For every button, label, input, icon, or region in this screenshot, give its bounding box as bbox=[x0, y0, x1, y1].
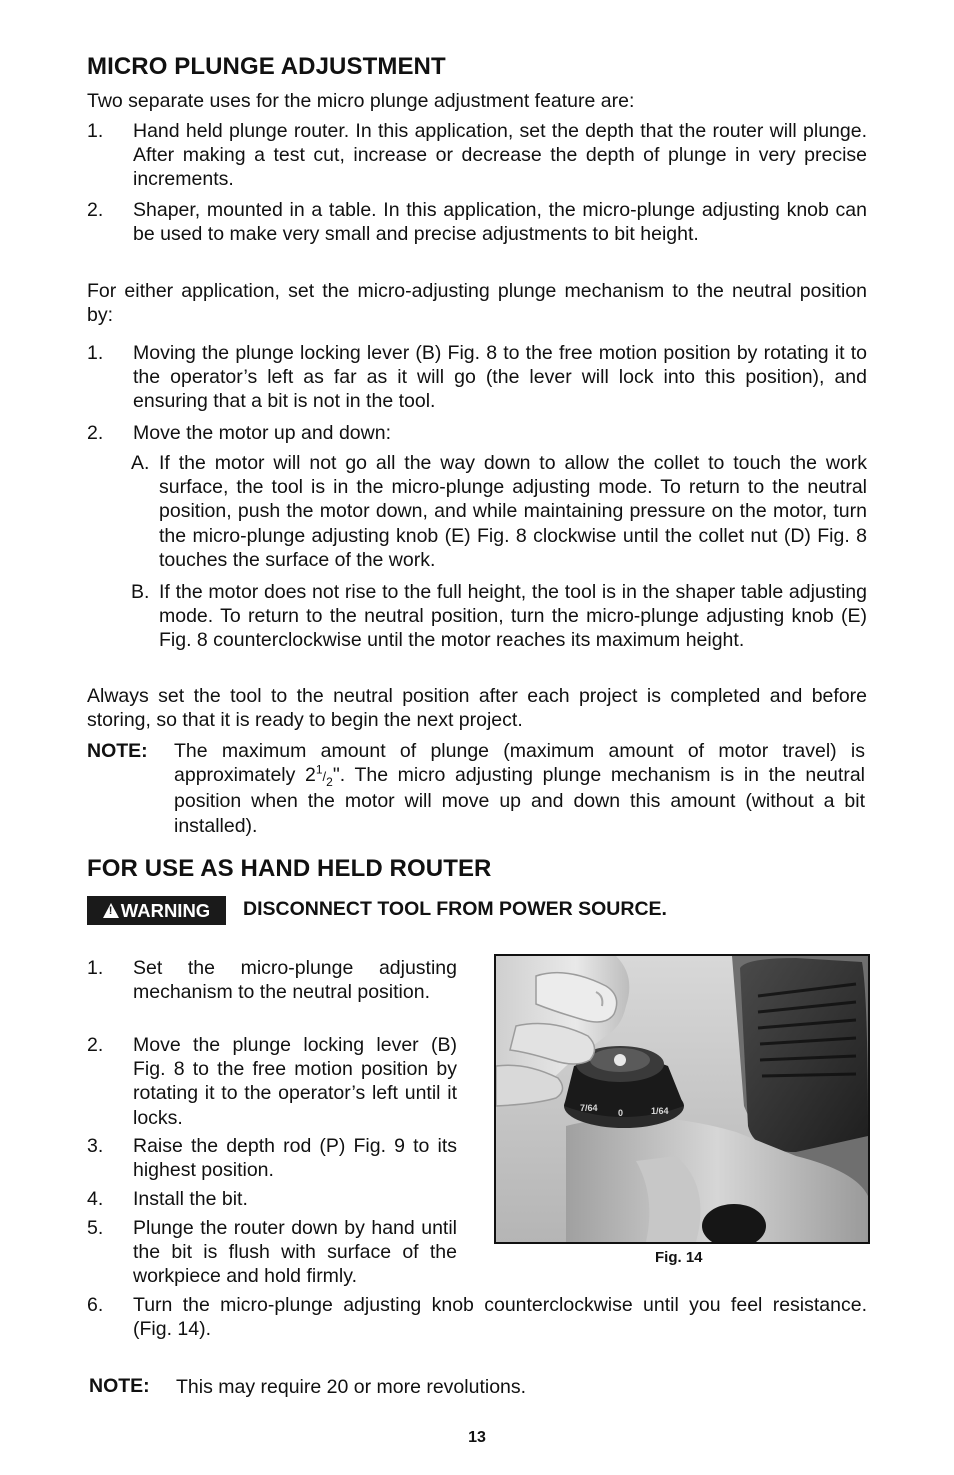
step-number: 4. bbox=[87, 1188, 104, 1210]
neutral-step-1: Moving the plunge locking lever (B) Fig. 8 to the free motion position by rotating it to the operator’s left as far as it will go (the lever will lock into this position), and ensuring that a bit is not in the tool. bbox=[133, 342, 867, 413]
step-number: 1. bbox=[87, 342, 104, 364]
router-step-5: Plunge the router down by hand until the bit is flush with surface of the workpiece and hold firmly. bbox=[133, 1217, 457, 1288]
fraction-numerator: 1 bbox=[315, 762, 323, 777]
section-heading-micro-plunge: MICRO PLUNGE ADJUSTMENT bbox=[87, 53, 446, 80]
step-number: 2. bbox=[87, 422, 104, 444]
note-label: NOTE: bbox=[87, 740, 148, 762]
substep-letter: A. bbox=[131, 452, 150, 474]
warning-text: DISCONNECT TOOL FROM POWER SOURCE. bbox=[243, 898, 667, 920]
dial-label: 7/64 bbox=[580, 1103, 598, 1113]
step-number: 3. bbox=[87, 1135, 104, 1157]
section-heading-hand-held: FOR USE AS HAND HELD ROUTER bbox=[87, 855, 492, 882]
step-number: 2. bbox=[87, 1034, 104, 1056]
warning-badge: ! WARNING bbox=[87, 896, 226, 925]
figure-14-photo bbox=[494, 954, 870, 1244]
router-step-1: Set the micro-plunge adjusting mechanism to the neutral position. bbox=[133, 957, 457, 1004]
dial-label: 1/64 bbox=[651, 1106, 669, 1116]
router-step-6: Turn the micro-plunge adjusting knob counterclockwise until you feel resistance. (Fig. 14). bbox=[133, 1294, 867, 1341]
use-item-1: Hand held plunge router. In this application, set the depth that the router will plunge. After making a test cut, increase or decrease the depth of plunge in very precise increments. bbox=[133, 120, 867, 191]
dial-label: 0 bbox=[618, 1108, 624, 1118]
always-text: Always set the tool to the neutral position after each project is completed and before storing, so that it is ready to begin the next project. bbox=[87, 685, 867, 732]
note-text: The maximum amount of plunge (maximum amount of motor travel) is approximately $2^1/_2$". The micro adjusting plunge mechanism is in the neutral position when the motor will move up and down this amount (without a bit installed). bbox=[174, 740, 865, 837]
router-step-3: Raise the depth rod (P) Fig. 9 to its highest position. bbox=[133, 1135, 457, 1182]
router-step-4: Install the bit. bbox=[133, 1188, 248, 1210]
note-text-revolutions: This may require 20 or more revolutions. bbox=[176, 1376, 527, 1398]
use-item-2: Shaper, mounted in a table. In this application, the micro-plunge adjusting knob can be used to make very small and precise adjustments to bit height. bbox=[133, 199, 867, 246]
fraction-denominator: 2 bbox=[326, 775, 333, 790]
neutral-intro-text: For either application, set the micro-adjusting plunge mechanism to the neutral position by: bbox=[87, 280, 867, 327]
router-step-2: Move the plunge locking lever (B) Fig. 8 to the free motion position by rotating it to the operator’s left until it locks. bbox=[133, 1034, 457, 1129]
substep-letter: B. bbox=[131, 581, 150, 603]
warning-triangle-icon bbox=[103, 903, 119, 918]
step-number: 5. bbox=[87, 1217, 104, 1239]
page-number: 13 bbox=[468, 1429, 486, 1446]
substep-b: If the motor does not rise to the full height, the tool is in the shaper table adjusting mode. To return to the neutral position, turn the micro-plunge adjusting knob (E) Fig. 8 counterclockwise until the motor reaches its maximum height. bbox=[159, 581, 867, 652]
neutral-step-2: Move the motor up and down: bbox=[133, 422, 391, 444]
step-number: 6. bbox=[87, 1294, 104, 1316]
intro-text: Two separate uses for the micro plunge adjustment feature are: bbox=[87, 90, 635, 112]
use-number: 2. bbox=[87, 199, 104, 221]
use-number: 1. bbox=[87, 120, 104, 142]
substep-a: If the motor will not go all the way down to allow the collet to touch the work surface, the tool is in the micro-plunge adjusting mode. To return to the neutral position, push the motor down, and while maintaining pressure on the motor, turn the micro-plunge adjusting knob (E) Fig. 8 clockwise until the collet nut (D) Fig. 8 touches the surface of the work. bbox=[159, 452, 867, 571]
router-knob-photo-illustration bbox=[496, 956, 868, 1242]
step-number: 1. bbox=[87, 957, 104, 979]
figure-caption: Fig. 14 bbox=[655, 1249, 703, 1266]
note-label: NOTE: bbox=[89, 1375, 150, 1397]
